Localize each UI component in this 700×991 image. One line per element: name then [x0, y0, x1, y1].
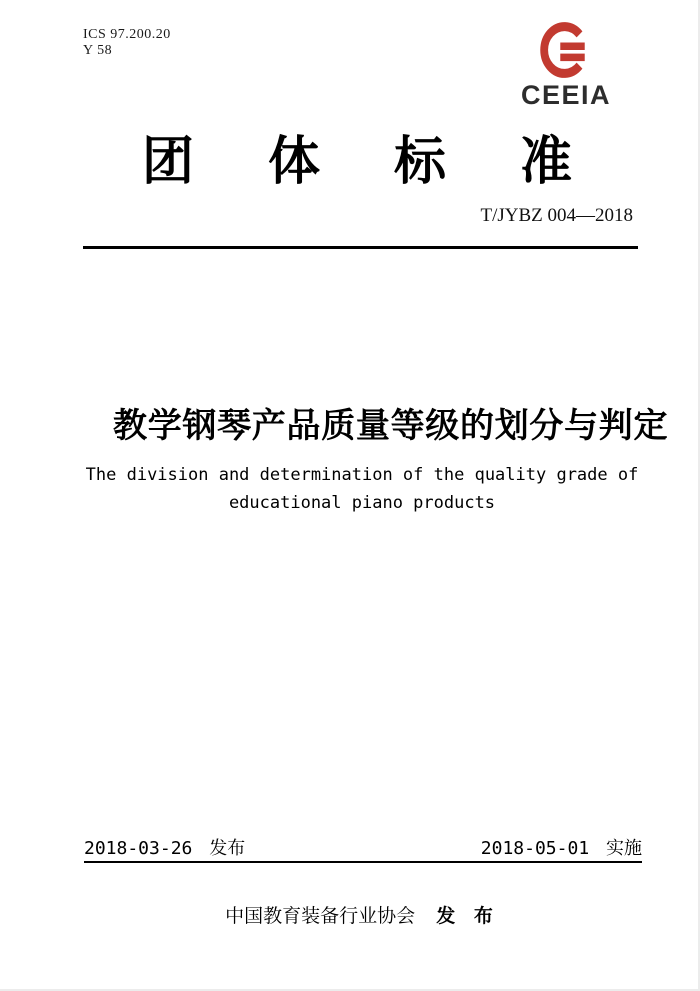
standard-number: T/JYBZ 004—2018: [480, 205, 633, 226]
document-title-en-line1: The division and determination of the quality grade of: [85, 465, 639, 485]
publisher-name: 中国教育装备行业协会: [225, 906, 416, 927]
standard-type-char: 体: [267, 132, 320, 192]
ceeia-logo-icon: [540, 20, 592, 80]
document-title-en-line2: educational piano products: [228, 493, 496, 513]
dates-row: [84, 834, 642, 860]
footer-rule: [84, 861, 642, 863]
ics-code: ICS 97.200.20: [83, 27, 171, 42]
issue-date-item: [84, 834, 245, 860]
implementation-date-label: 实施: [606, 838, 642, 859]
standard-type-char: 团: [142, 132, 195, 192]
standard-type-char: 准: [519, 132, 572, 192]
implementation-date: 2018-05-01: [480, 838, 590, 859]
standard-type-title: [142, 132, 572, 192]
ceeia-logo: [504, 20, 628, 109]
standard-type-char: 标: [393, 132, 446, 192]
document-title-zh: 教学钢琴产品质量等级的划分与判定: [113, 406, 669, 446]
ics-classification-block: [83, 27, 171, 59]
header-rule: [83, 246, 638, 249]
ceeia-logo-text: CEEIA: [520, 80, 612, 110]
publisher-action-label: 发 布: [436, 905, 499, 927]
issue-date-label: 发布: [209, 838, 246, 859]
issue-date: 2018-03-26: [84, 838, 193, 859]
document-title-en: [83, 461, 641, 517]
publisher-row: [83, 901, 641, 928]
logo-bar-top: [560, 43, 584, 51]
logo-bar-bottom: [560, 54, 584, 62]
implementation-date-item: [481, 834, 642, 860]
class-code: Y 58: [83, 43, 113, 58]
